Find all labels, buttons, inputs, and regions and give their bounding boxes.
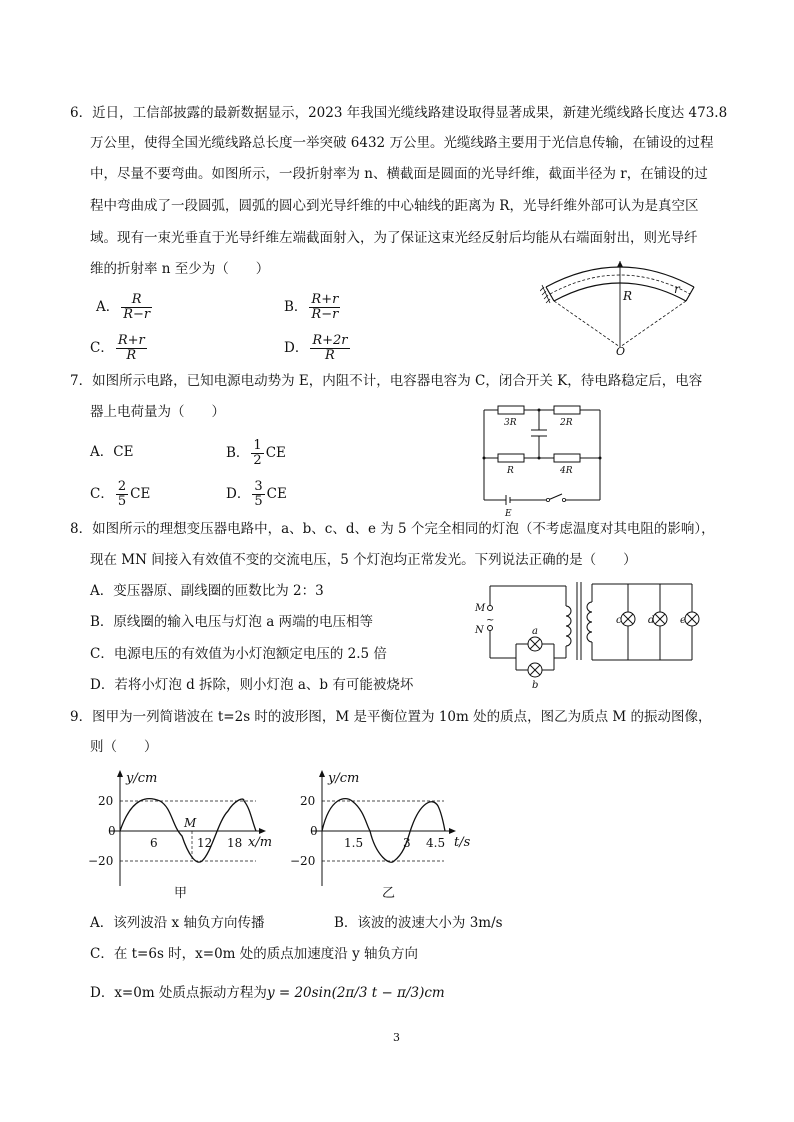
- vibration-curve: [322, 799, 445, 863]
- q8-line-1: 8．如图所示的理想变压器电路中，a、b、c、d、e 为 5 个完全相同的灯泡（不考虑温度对其电阻的影响），: [70, 521, 715, 537]
- q9-option-d-formula: y = 20sin(2π/3 t − π/3)cm: [266, 985, 445, 1001]
- x-label: x/m: [248, 835, 273, 850]
- lamp-a: [528, 637, 542, 651]
- q9-option-c: C．在 t=6s 时，x=0m 处的质点加速度沿 y 轴负方向: [90, 946, 418, 962]
- label-c: c: [616, 615, 622, 626]
- resistor-2R: [554, 406, 580, 414]
- q7-option-b: B． $\frac{1}{2}$ CE: [226, 438, 286, 468]
- q9-line-1: 9．图甲为一列简谐波在 t=2s 时的波形图，M 是平衡位置为 10m 处的质点，图乙为质点 M 的振动图像，: [70, 709, 712, 725]
- fiber-right-end: [686, 287, 694, 301]
- q6-line-1: 6．近日，工信部披露的最新数据显示，2023 年我国光缆线路建设取得显著成果，新建光缆线路长度达 473.8: [70, 105, 728, 121]
- y-tick-20: 20: [98, 794, 114, 808]
- x-tick-3: 3: [403, 836, 411, 850]
- x-tick-18: 18: [227, 836, 243, 850]
- q7-line-1: 7．如图所示电路，已知电源电动势为 E，内阻不计，电容器电容为 C，闭合开关 K，待电路稳定后，电容: [70, 373, 703, 389]
- label-N: N: [475, 625, 484, 636]
- label-R: R: [623, 289, 633, 303]
- x-tick-4.5: 4.5: [426, 836, 446, 850]
- q8-option-d: D．若将小灯泡 d 拆除，则小灯泡 a、b 有可能被烧坏: [90, 677, 414, 693]
- caption-yi: 乙: [382, 886, 396, 901]
- y-tick-20: 20: [300, 794, 316, 808]
- y-tick-neg20: −20: [290, 854, 316, 868]
- y-label: y/cm: [328, 771, 360, 786]
- x-tick-12: 12: [197, 836, 213, 850]
- primary-coil: [566, 606, 571, 646]
- q8-option-c: C．电源电压的有效值为小灯泡额定电压的 2.5 倍: [90, 646, 387, 662]
- lamp-e: [685, 612, 699, 626]
- label-a: a: [532, 626, 538, 637]
- label-ac: ~: [486, 615, 495, 626]
- transformer-figure: [472, 578, 700, 690]
- x-label: t/s: [454, 835, 471, 850]
- incident-light-hatch: [540, 285, 550, 303]
- label-e: e: [680, 615, 686, 626]
- q6-line-3: 中，尽量不要弯曲。如图所示，一段折射率为 n、横截面是圆面的光导纤维，截面半径为 r，在铺设的过: [90, 166, 708, 182]
- left-dashed-radius: [554, 301, 620, 347]
- secondary-coil: [587, 602, 592, 642]
- q6-option-b: B． $\frac{R+r}{R-r}$: [284, 292, 339, 322]
- q9-line-2: 则（ ）: [90, 739, 158, 755]
- q6-line-2: 万公里，使得全国光缆线路总长度一举突破 6432 万公里。光缆线路主要用于光信息传输，在铺设的过程: [90, 135, 714, 151]
- wave-graph-jia: [84, 766, 284, 901]
- q6-line-6: 维的折射率 n 至少为（ ）: [90, 261, 270, 277]
- label-3R: 3R: [504, 418, 517, 428]
- label-M: M: [475, 603, 486, 614]
- resistor-3R: [498, 406, 524, 414]
- resistor-R: [498, 454, 524, 462]
- q8-option-a: A．变压器原、副线圈的匝数比为 2：3: [90, 583, 324, 599]
- lamp-c: [621, 612, 635, 626]
- lamp-d: [653, 612, 667, 626]
- q8-option-b: B．原线圈的输入电压与灯泡 a 两端的电压相等: [90, 614, 374, 630]
- label-2R: 2R: [560, 418, 573, 428]
- vibration-graph-yi: [282, 766, 492, 901]
- q9-option-a: A．该列波沿 x 轴负方向传播: [90, 915, 265, 931]
- lamp-b: [528, 663, 542, 677]
- resistor-4R: [554, 454, 580, 462]
- q9-option-d: D．x=0m 处质点振动方程为y = 20sin(2π/3 t − π/3)cm: [90, 985, 445, 1001]
- switch-K: [548, 494, 562, 500]
- label-b: b: [532, 680, 539, 690]
- q6-line-5: 域。现有一束光垂直于光导纤维左端截面射入，为了保证这束光经反射后均能从右端面射出，则光导纤: [90, 230, 698, 246]
- label-E: E: [505, 509, 512, 518]
- fiber-left-end: [546, 287, 554, 301]
- page-number: 3: [393, 1031, 400, 1044]
- capacitor-circuit-figure: [478, 400, 608, 518]
- q7-option-d: D． $\frac{3}{5}$ CE: [226, 479, 287, 509]
- label-d: d: [648, 615, 655, 626]
- q6-option-d: D． $\frac{R+2r}{R}$: [284, 333, 348, 363]
- label-R: R: [507, 466, 514, 476]
- label-r: r: [674, 282, 680, 296]
- wave-curve: [120, 799, 256, 863]
- right-dashed-radius: [620, 301, 686, 347]
- q7-line-2: 器上电荷量为（ ）: [90, 404, 225, 420]
- fiber-figure: [540, 255, 700, 355]
- caption-jia: 甲: [174, 886, 188, 901]
- label-O: O: [616, 345, 626, 355]
- q6-option-c: C． $\frac{R+r}{R}$: [90, 333, 145, 363]
- y-label: y/cm: [126, 771, 158, 786]
- q8-line-2: 现在 MN 间接入有效值不变的交流电压，5 个灯泡均正常发光。下列说法正确的是（ ）: [90, 552, 637, 568]
- label-4R: 4R: [560, 466, 573, 476]
- y-tick-neg20: −20: [88, 854, 114, 868]
- q7-option-a: A．CE: [90, 444, 134, 460]
- q7-option-c: C． $\frac{2}{5}$ CE: [90, 479, 151, 509]
- q6-option-a: A． $\frac{R}{R-r}$: [96, 292, 151, 322]
- q6-line-4: 程中弯曲成了一段圆弧，圆弧的圆心到光导纤维的中心轴线的距离为 R，光导纤维外部可认为是真空区: [90, 198, 699, 214]
- point-M-label: M: [184, 816, 197, 830]
- y-tick-0: 0: [310, 824, 318, 838]
- x-tick-6: 6: [150, 836, 158, 850]
- x-tick-1.5: 1.5: [344, 836, 364, 850]
- y-tick-0: 0: [108, 824, 116, 838]
- q9-option-b: B．该波的波速大小为 3m/s: [334, 915, 503, 931]
